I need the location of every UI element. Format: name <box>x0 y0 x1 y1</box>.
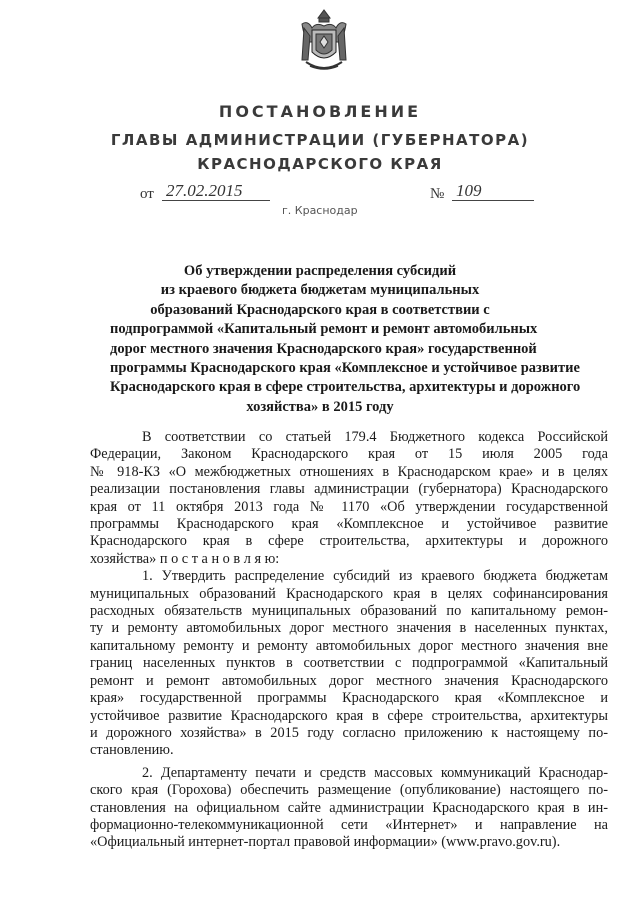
body-line: муниципальных образований Краснодарского края в целях софинансирования <box>90 585 608 602</box>
body-line: «Официальный интернет-портал правовой информации» (www.pravo.gov.ru). <box>90 834 561 851</box>
body-line: края» государственной программы Краснодарского края «Комплексное и <box>90 690 608 707</box>
preamble-paragraph <box>90 429 608 568</box>
body-line: становлению. <box>90 742 174 759</box>
title-line: Об утверждении распределения субсидий <box>183 263 457 279</box>
body-line: устойчивое развитие Краснодарского края в сфере строительства, архитектуры <box>90 707 608 724</box>
title-line: образований Краснодарского края в соответствии с <box>150 301 490 318</box>
title-line: программы Краснодарского края «Комплексное и устойчивое развитие <box>110 360 580 377</box>
city-label: г. Краснодар <box>282 204 358 217</box>
body-line: края от 11 октября 2013 года № 1170 «Об утверждении государственной <box>90 498 608 515</box>
document-body <box>90 429 608 852</box>
number-value: 109 <box>456 181 482 200</box>
title-line: Краснодарского края в сфере строительства, архитектуры и дорожного <box>110 379 581 396</box>
document-type-heading: ПОСТАНОВЛЕНИЕ <box>218 102 422 121</box>
body-line: становления на официальном сайте администрации Краснодарского края в ин- <box>90 799 608 816</box>
body-line: ского края (Горохова) обеспечить размещение (опубликование) настоящего по- <box>90 782 608 799</box>
item-1-paragraph <box>90 568 608 759</box>
body-line: программы Краснодарского края «Комплексное и устойчивое развитие <box>90 516 608 533</box>
date-value: 27.02.2015 <box>166 181 243 200</box>
title-line: дорог местного значения Краснодарского края» государственной <box>110 340 537 357</box>
region-heading: КРАСНОДАРСКОГО КРАЯ <box>197 155 443 173</box>
body-line: Федерации, Законом Краснодарского края от 15 июля 2005 года <box>90 446 608 463</box>
body-line: 1. Утвердить распределение субсидий из краевого бюджета бюджетам <box>142 568 608 585</box>
body-line: ремонт и ремонт автомобильных дорог местного значения Краснодарского <box>90 672 608 689</box>
item-2-paragraph <box>90 765 608 852</box>
coat-of-arms-emblem <box>298 8 350 74</box>
number-label: № <box>430 186 445 202</box>
title-line: из краевого бюджета бюджетам муниципальных <box>160 282 480 299</box>
date-underline <box>162 200 270 201</box>
issuer-heading: ГЛАВЫ АДМИНИСТРАЦИИ (ГУБЕРНАТОРА) <box>110 131 530 149</box>
body-line: хозяйства» п о с т а н о в л я ю: <box>90 550 280 567</box>
body-line: и дорожного хозяйства» в 2015 году согласно приложению к настоящему по- <box>90 724 608 741</box>
body-line: капитальному ремонту и ремонту автомобильных дорог местного значения вне <box>90 637 608 654</box>
title-line: подпрограммой «Капитальный ремонт и ремонт автомобильных <box>110 321 538 338</box>
number-underline <box>452 200 534 201</box>
body-line: В соответствии со статьей 179.4 Бюджетного кодекса Российской <box>142 429 608 445</box>
body-line: № 918-КЗ «О межбюджетных отношениях в Краснодарском крае» и в целях <box>90 463 608 480</box>
body-line: 2. Департаменту печати и средств массовых коммуникаций Краснодар- <box>142 764 608 781</box>
title-line: хозяйства» в 2015 году <box>246 398 394 415</box>
body-line: ту и ремонту автомобильных дорог местного значения в населенных пунктах, <box>90 620 608 637</box>
date-label: от <box>140 186 154 202</box>
body-line: Краснодарского края в сфере строительства, архитектуры и дорожного <box>90 533 608 550</box>
document-title <box>110 262 581 417</box>
body-line: границ населенных пунктов в соответствии с подпрограммой «Капитальный <box>90 655 608 672</box>
body-line: расходных обязательств муниципальных образований по капитальному ремон- <box>90 603 608 620</box>
body-line: формационно-телекоммуникационной сети «Интернет» и направление на <box>90 816 608 833</box>
body-line: реализации постановления главы администрации (губернатора) Краснодарского <box>90 481 608 498</box>
